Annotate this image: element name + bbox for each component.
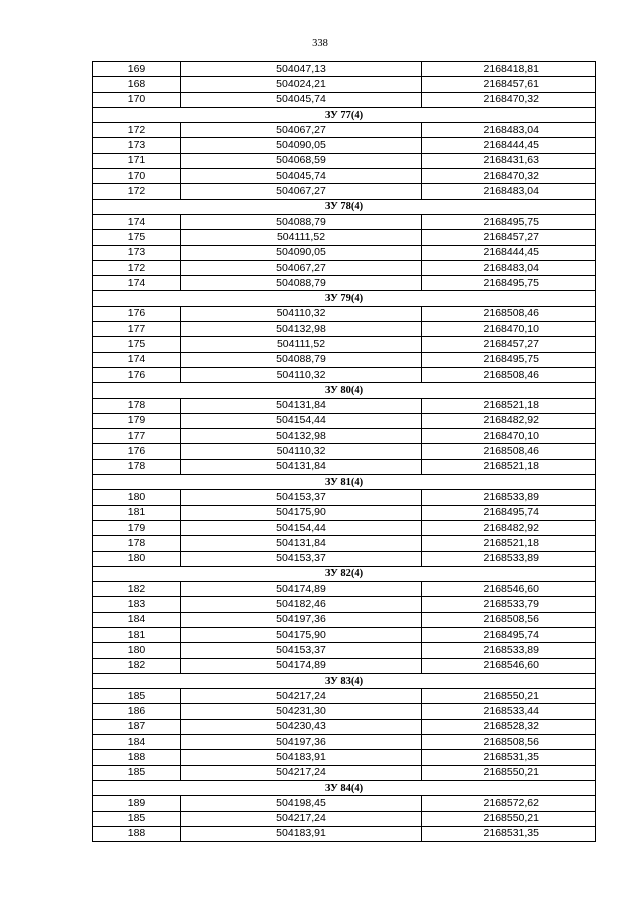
point-number-cell: 176 xyxy=(93,444,181,459)
section-title: ЗУ 83(4) xyxy=(93,673,596,688)
point-number-cell: 170 xyxy=(93,169,181,184)
y-coordinate-cell: 2168550,21 xyxy=(422,689,596,704)
x-coordinate-cell: 504153,37 xyxy=(181,490,422,505)
coordinates-table-body xyxy=(93,62,596,842)
table-row xyxy=(93,582,596,597)
table-row xyxy=(93,429,596,444)
y-coordinate-cell: 2168521,18 xyxy=(422,398,596,413)
y-coordinate-cell: 2168444,45 xyxy=(422,245,596,260)
table-row xyxy=(93,490,596,505)
x-coordinate-cell: 504217,24 xyxy=(181,765,422,780)
point-number-cell: 180 xyxy=(93,643,181,658)
table-row xyxy=(93,826,596,841)
table-row xyxy=(93,612,596,627)
x-coordinate-cell: 504067,27 xyxy=(181,184,422,199)
point-number-cell: 185 xyxy=(93,811,181,826)
point-number-cell: 172 xyxy=(93,123,181,138)
point-number-cell: 173 xyxy=(93,245,181,260)
x-coordinate-cell: 504068,59 xyxy=(181,153,422,168)
table-row xyxy=(93,276,596,291)
y-coordinate-cell: 2168550,21 xyxy=(422,811,596,826)
y-coordinate-cell: 2168470,10 xyxy=(422,322,596,337)
y-coordinate-cell: 2168508,46 xyxy=(422,367,596,382)
y-coordinate-cell: 2168483,04 xyxy=(422,184,596,199)
x-coordinate-cell: 504045,74 xyxy=(181,169,422,184)
x-coordinate-cell: 504153,37 xyxy=(181,551,422,566)
section-header-row xyxy=(93,780,596,795)
page-number: 338 xyxy=(312,38,328,49)
y-coordinate-cell: 2168508,46 xyxy=(422,444,596,459)
y-coordinate-cell: 2168508,46 xyxy=(422,306,596,321)
section-title: ЗУ 78(4) xyxy=(93,199,596,214)
section-title: ЗУ 84(4) xyxy=(93,780,596,795)
y-coordinate-cell: 2168483,04 xyxy=(422,260,596,275)
point-number-cell: 175 xyxy=(93,230,181,245)
table-row xyxy=(93,77,596,92)
section-header-row xyxy=(93,199,596,214)
table-row xyxy=(93,811,596,826)
point-number-cell: 181 xyxy=(93,505,181,520)
y-coordinate-cell: 2168533,89 xyxy=(422,490,596,505)
table-row xyxy=(93,398,596,413)
y-coordinate-cell: 2168495,75 xyxy=(422,276,596,291)
x-coordinate-cell: 504175,90 xyxy=(181,627,422,642)
table-row xyxy=(93,169,596,184)
x-coordinate-cell: 504090,05 xyxy=(181,138,422,153)
table-row xyxy=(93,627,596,642)
section-title: ЗУ 80(4) xyxy=(93,383,596,398)
x-coordinate-cell: 504110,32 xyxy=(181,444,422,459)
section-header-row xyxy=(93,291,596,306)
point-number-cell: 178 xyxy=(93,459,181,474)
x-coordinate-cell: 504183,91 xyxy=(181,750,422,765)
point-number-cell: 178 xyxy=(93,536,181,551)
section-header-row xyxy=(93,475,596,490)
x-coordinate-cell: 504174,89 xyxy=(181,658,422,673)
point-number-cell: 174 xyxy=(93,276,181,291)
table-row xyxy=(93,750,596,765)
y-coordinate-cell: 2168470,32 xyxy=(422,169,596,184)
y-coordinate-cell: 2168470,32 xyxy=(422,92,596,107)
x-coordinate-cell: 504231,30 xyxy=(181,704,422,719)
table-row xyxy=(93,322,596,337)
x-coordinate-cell: 504197,36 xyxy=(181,612,422,627)
x-coordinate-cell: 504047,13 xyxy=(181,62,422,77)
x-coordinate-cell: 504153,37 xyxy=(181,643,422,658)
table-row xyxy=(93,413,596,428)
point-number-cell: 170 xyxy=(93,92,181,107)
x-coordinate-cell: 504131,84 xyxy=(181,398,422,413)
y-coordinate-cell: 2168508,56 xyxy=(422,612,596,627)
y-coordinate-cell: 2168533,89 xyxy=(422,551,596,566)
coordinates-table xyxy=(92,61,596,842)
x-coordinate-cell: 504174,89 xyxy=(181,582,422,597)
x-coordinate-cell: 504090,05 xyxy=(181,245,422,260)
x-coordinate-cell: 504131,84 xyxy=(181,536,422,551)
x-coordinate-cell: 504132,98 xyxy=(181,429,422,444)
x-coordinate-cell: 504230,43 xyxy=(181,719,422,734)
section-header-row xyxy=(93,673,596,688)
y-coordinate-cell: 2168495,74 xyxy=(422,505,596,520)
x-coordinate-cell: 504067,27 xyxy=(181,260,422,275)
point-number-cell: 171 xyxy=(93,153,181,168)
point-number-cell: 183 xyxy=(93,597,181,612)
section-header-row xyxy=(93,566,596,581)
x-coordinate-cell: 504110,32 xyxy=(181,306,422,321)
table-row xyxy=(93,505,596,520)
point-number-cell: 184 xyxy=(93,735,181,750)
table-row xyxy=(93,643,596,658)
point-number-cell: 172 xyxy=(93,260,181,275)
point-number-cell: 169 xyxy=(93,62,181,77)
point-number-cell: 187 xyxy=(93,719,181,734)
point-number-cell: 179 xyxy=(93,413,181,428)
x-coordinate-cell: 504111,52 xyxy=(181,337,422,352)
x-coordinate-cell: 504067,27 xyxy=(181,123,422,138)
y-coordinate-cell: 2168531,35 xyxy=(422,750,596,765)
point-number-cell: 176 xyxy=(93,306,181,321)
y-coordinate-cell: 2168457,61 xyxy=(422,77,596,92)
table-row xyxy=(93,245,596,260)
y-coordinate-cell: 2168572,62 xyxy=(422,796,596,811)
y-coordinate-cell: 2168483,04 xyxy=(422,123,596,138)
point-number-cell: 175 xyxy=(93,337,181,352)
y-coordinate-cell: 2168444,45 xyxy=(422,138,596,153)
table-row xyxy=(93,230,596,245)
point-number-cell: 174 xyxy=(93,352,181,367)
point-number-cell: 182 xyxy=(93,582,181,597)
point-number-cell: 184 xyxy=(93,612,181,627)
point-number-cell: 186 xyxy=(93,704,181,719)
point-number-cell: 172 xyxy=(93,184,181,199)
x-coordinate-cell: 504131,84 xyxy=(181,459,422,474)
table-row xyxy=(93,337,596,352)
y-coordinate-cell: 2168470,10 xyxy=(422,429,596,444)
y-coordinate-cell: 2168508,56 xyxy=(422,735,596,750)
y-coordinate-cell: 2168482,92 xyxy=(422,413,596,428)
point-number-cell: 189 xyxy=(93,796,181,811)
y-coordinate-cell: 2168550,21 xyxy=(422,765,596,780)
x-coordinate-cell: 504088,79 xyxy=(181,214,422,229)
point-number-cell: 188 xyxy=(93,826,181,841)
y-coordinate-cell: 2168533,89 xyxy=(422,643,596,658)
x-coordinate-cell: 504198,45 xyxy=(181,796,422,811)
table-row xyxy=(93,459,596,474)
point-number-cell: 188 xyxy=(93,750,181,765)
table-row xyxy=(93,184,596,199)
x-coordinate-cell: 504154,44 xyxy=(181,413,422,428)
point-number-cell: 182 xyxy=(93,658,181,673)
point-number-cell: 185 xyxy=(93,689,181,704)
x-coordinate-cell: 504183,91 xyxy=(181,826,422,841)
table-row xyxy=(93,735,596,750)
x-coordinate-cell: 504182,46 xyxy=(181,597,422,612)
table-row xyxy=(93,658,596,673)
point-number-cell: 180 xyxy=(93,490,181,505)
table-row xyxy=(93,689,596,704)
y-coordinate-cell: 2168546,60 xyxy=(422,658,596,673)
table-row xyxy=(93,260,596,275)
x-coordinate-cell: 504132,98 xyxy=(181,322,422,337)
point-number-cell: 176 xyxy=(93,367,181,382)
section-header-row xyxy=(93,107,596,122)
point-number-cell: 173 xyxy=(93,138,181,153)
y-coordinate-cell: 2168495,75 xyxy=(422,214,596,229)
section-title: ЗУ 77(4) xyxy=(93,107,596,122)
table-row xyxy=(93,536,596,551)
point-number-cell: 168 xyxy=(93,77,181,92)
y-coordinate-cell: 2168533,79 xyxy=(422,597,596,612)
table-row xyxy=(93,765,596,780)
y-coordinate-cell: 2168521,18 xyxy=(422,459,596,474)
y-coordinate-cell: 2168431,63 xyxy=(422,153,596,168)
table-row xyxy=(93,704,596,719)
y-coordinate-cell: 2168521,18 xyxy=(422,536,596,551)
y-coordinate-cell: 2168546,60 xyxy=(422,582,596,597)
point-number-cell: 185 xyxy=(93,765,181,780)
table-row xyxy=(93,62,596,77)
table-row xyxy=(93,444,596,459)
section-title: ЗУ 79(4) xyxy=(93,291,596,306)
x-coordinate-cell: 504197,36 xyxy=(181,735,422,750)
x-coordinate-cell: 504175,90 xyxy=(181,505,422,520)
table-row xyxy=(93,153,596,168)
table-row xyxy=(93,597,596,612)
table-row xyxy=(93,138,596,153)
section-title: ЗУ 81(4) xyxy=(93,475,596,490)
table-row xyxy=(93,352,596,367)
y-coordinate-cell: 2168418,81 xyxy=(422,62,596,77)
x-coordinate-cell: 504024,21 xyxy=(181,77,422,92)
x-coordinate-cell: 504217,24 xyxy=(181,811,422,826)
section-title: ЗУ 82(4) xyxy=(93,566,596,581)
x-coordinate-cell: 504111,52 xyxy=(181,230,422,245)
table-row xyxy=(93,367,596,382)
table-row xyxy=(93,520,596,535)
point-number-cell: 174 xyxy=(93,214,181,229)
table-row xyxy=(93,719,596,734)
y-coordinate-cell: 2168528,32 xyxy=(422,719,596,734)
y-coordinate-cell: 2168495,75 xyxy=(422,352,596,367)
x-coordinate-cell: 504217,24 xyxy=(181,689,422,704)
y-coordinate-cell: 2168533,44 xyxy=(422,704,596,719)
table-row xyxy=(93,306,596,321)
y-coordinate-cell: 2168457,27 xyxy=(422,230,596,245)
table-row xyxy=(93,123,596,138)
section-header-row xyxy=(93,383,596,398)
point-number-cell: 177 xyxy=(93,429,181,444)
y-coordinate-cell: 2168482,92 xyxy=(422,520,596,535)
point-number-cell: 180 xyxy=(93,551,181,566)
y-coordinate-cell: 2168495,74 xyxy=(422,627,596,642)
y-coordinate-cell: 2168457,27 xyxy=(422,337,596,352)
table-row xyxy=(93,214,596,229)
x-coordinate-cell: 504045,74 xyxy=(181,92,422,107)
y-coordinate-cell: 2168531,35 xyxy=(422,826,596,841)
x-coordinate-cell: 504088,79 xyxy=(181,276,422,291)
point-number-cell: 179 xyxy=(93,520,181,535)
x-coordinate-cell: 504088,79 xyxy=(181,352,422,367)
point-number-cell: 181 xyxy=(93,627,181,642)
table-row xyxy=(93,92,596,107)
point-number-cell: 178 xyxy=(93,398,181,413)
table-row xyxy=(93,796,596,811)
point-number-cell: 177 xyxy=(93,322,181,337)
table-row xyxy=(93,551,596,566)
x-coordinate-cell: 504110,32 xyxy=(181,367,422,382)
x-coordinate-cell: 504154,44 xyxy=(181,520,422,535)
